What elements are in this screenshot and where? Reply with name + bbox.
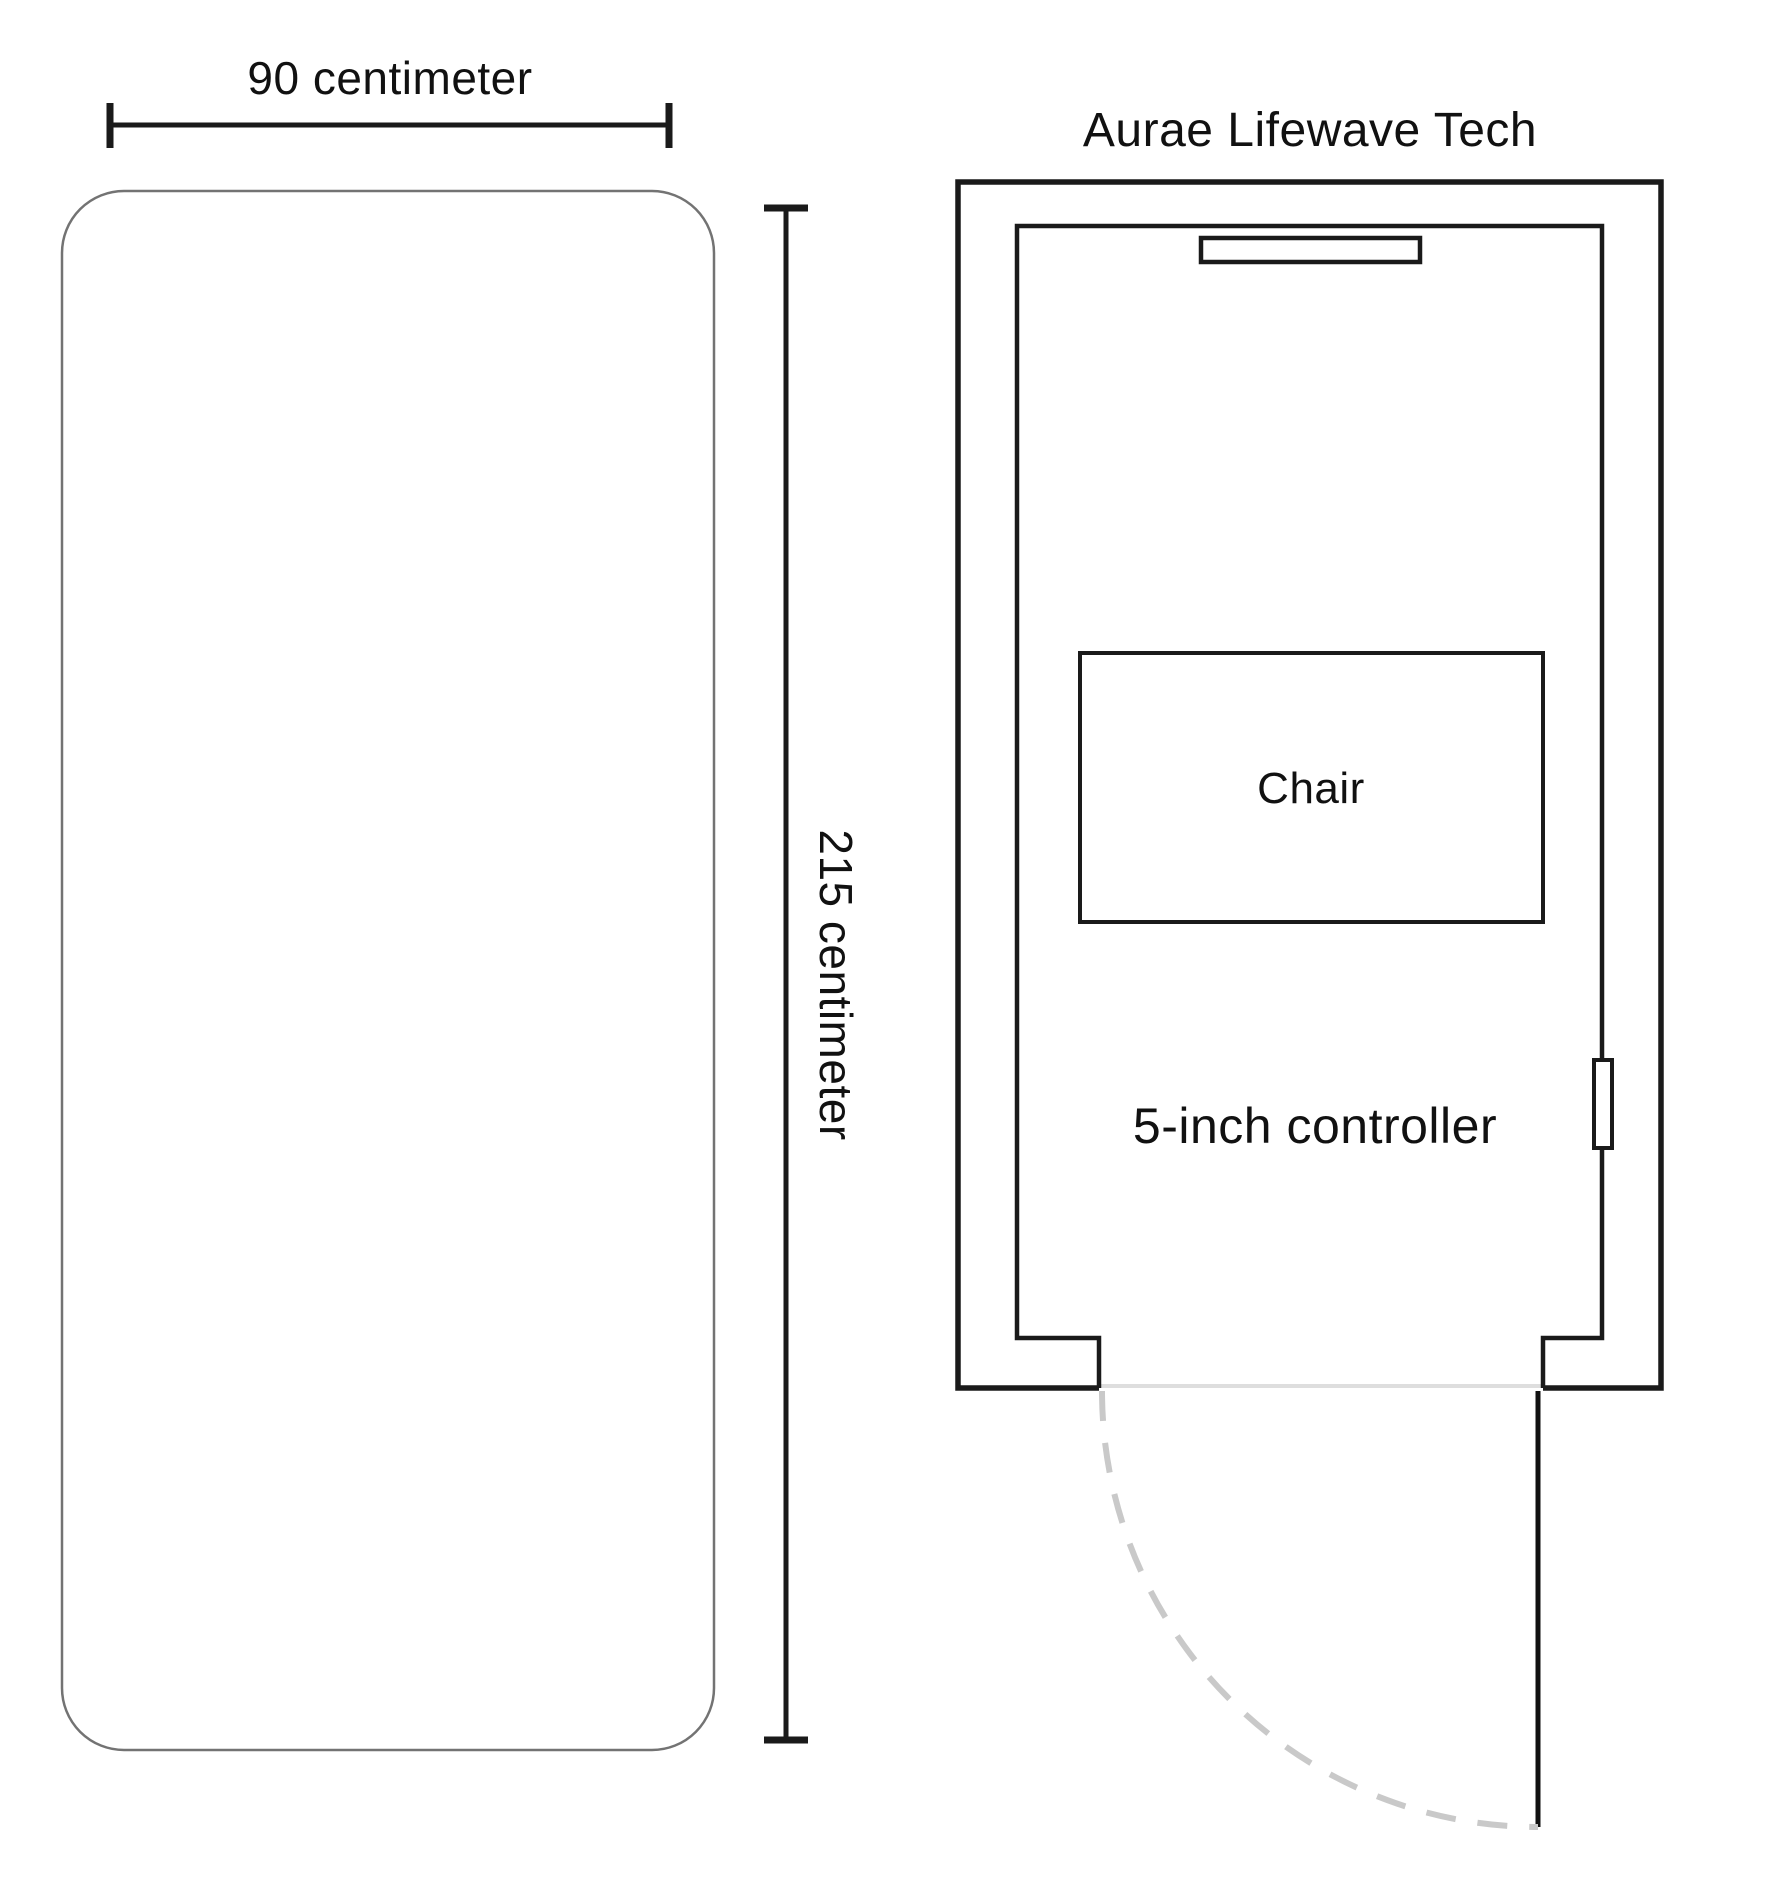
width-dimension (110, 103, 669, 148)
vent-rectangle (1201, 238, 1420, 262)
mattress-outline (62, 191, 714, 1750)
chair-label: Chair (1257, 764, 1365, 813)
door-swing-arc (1102, 1391, 1538, 1827)
room-title: Aurae Lifewave Tech (1082, 104, 1538, 157)
height-dimension-label: 215 centimeter (810, 829, 862, 1141)
controller-label: 5-inch controller (1132, 1098, 1498, 1154)
width-dimension-label: 90 centimeter (247, 52, 533, 104)
height-dimension (764, 208, 808, 1740)
wall-panel-rectangle (1594, 1060, 1612, 1148)
